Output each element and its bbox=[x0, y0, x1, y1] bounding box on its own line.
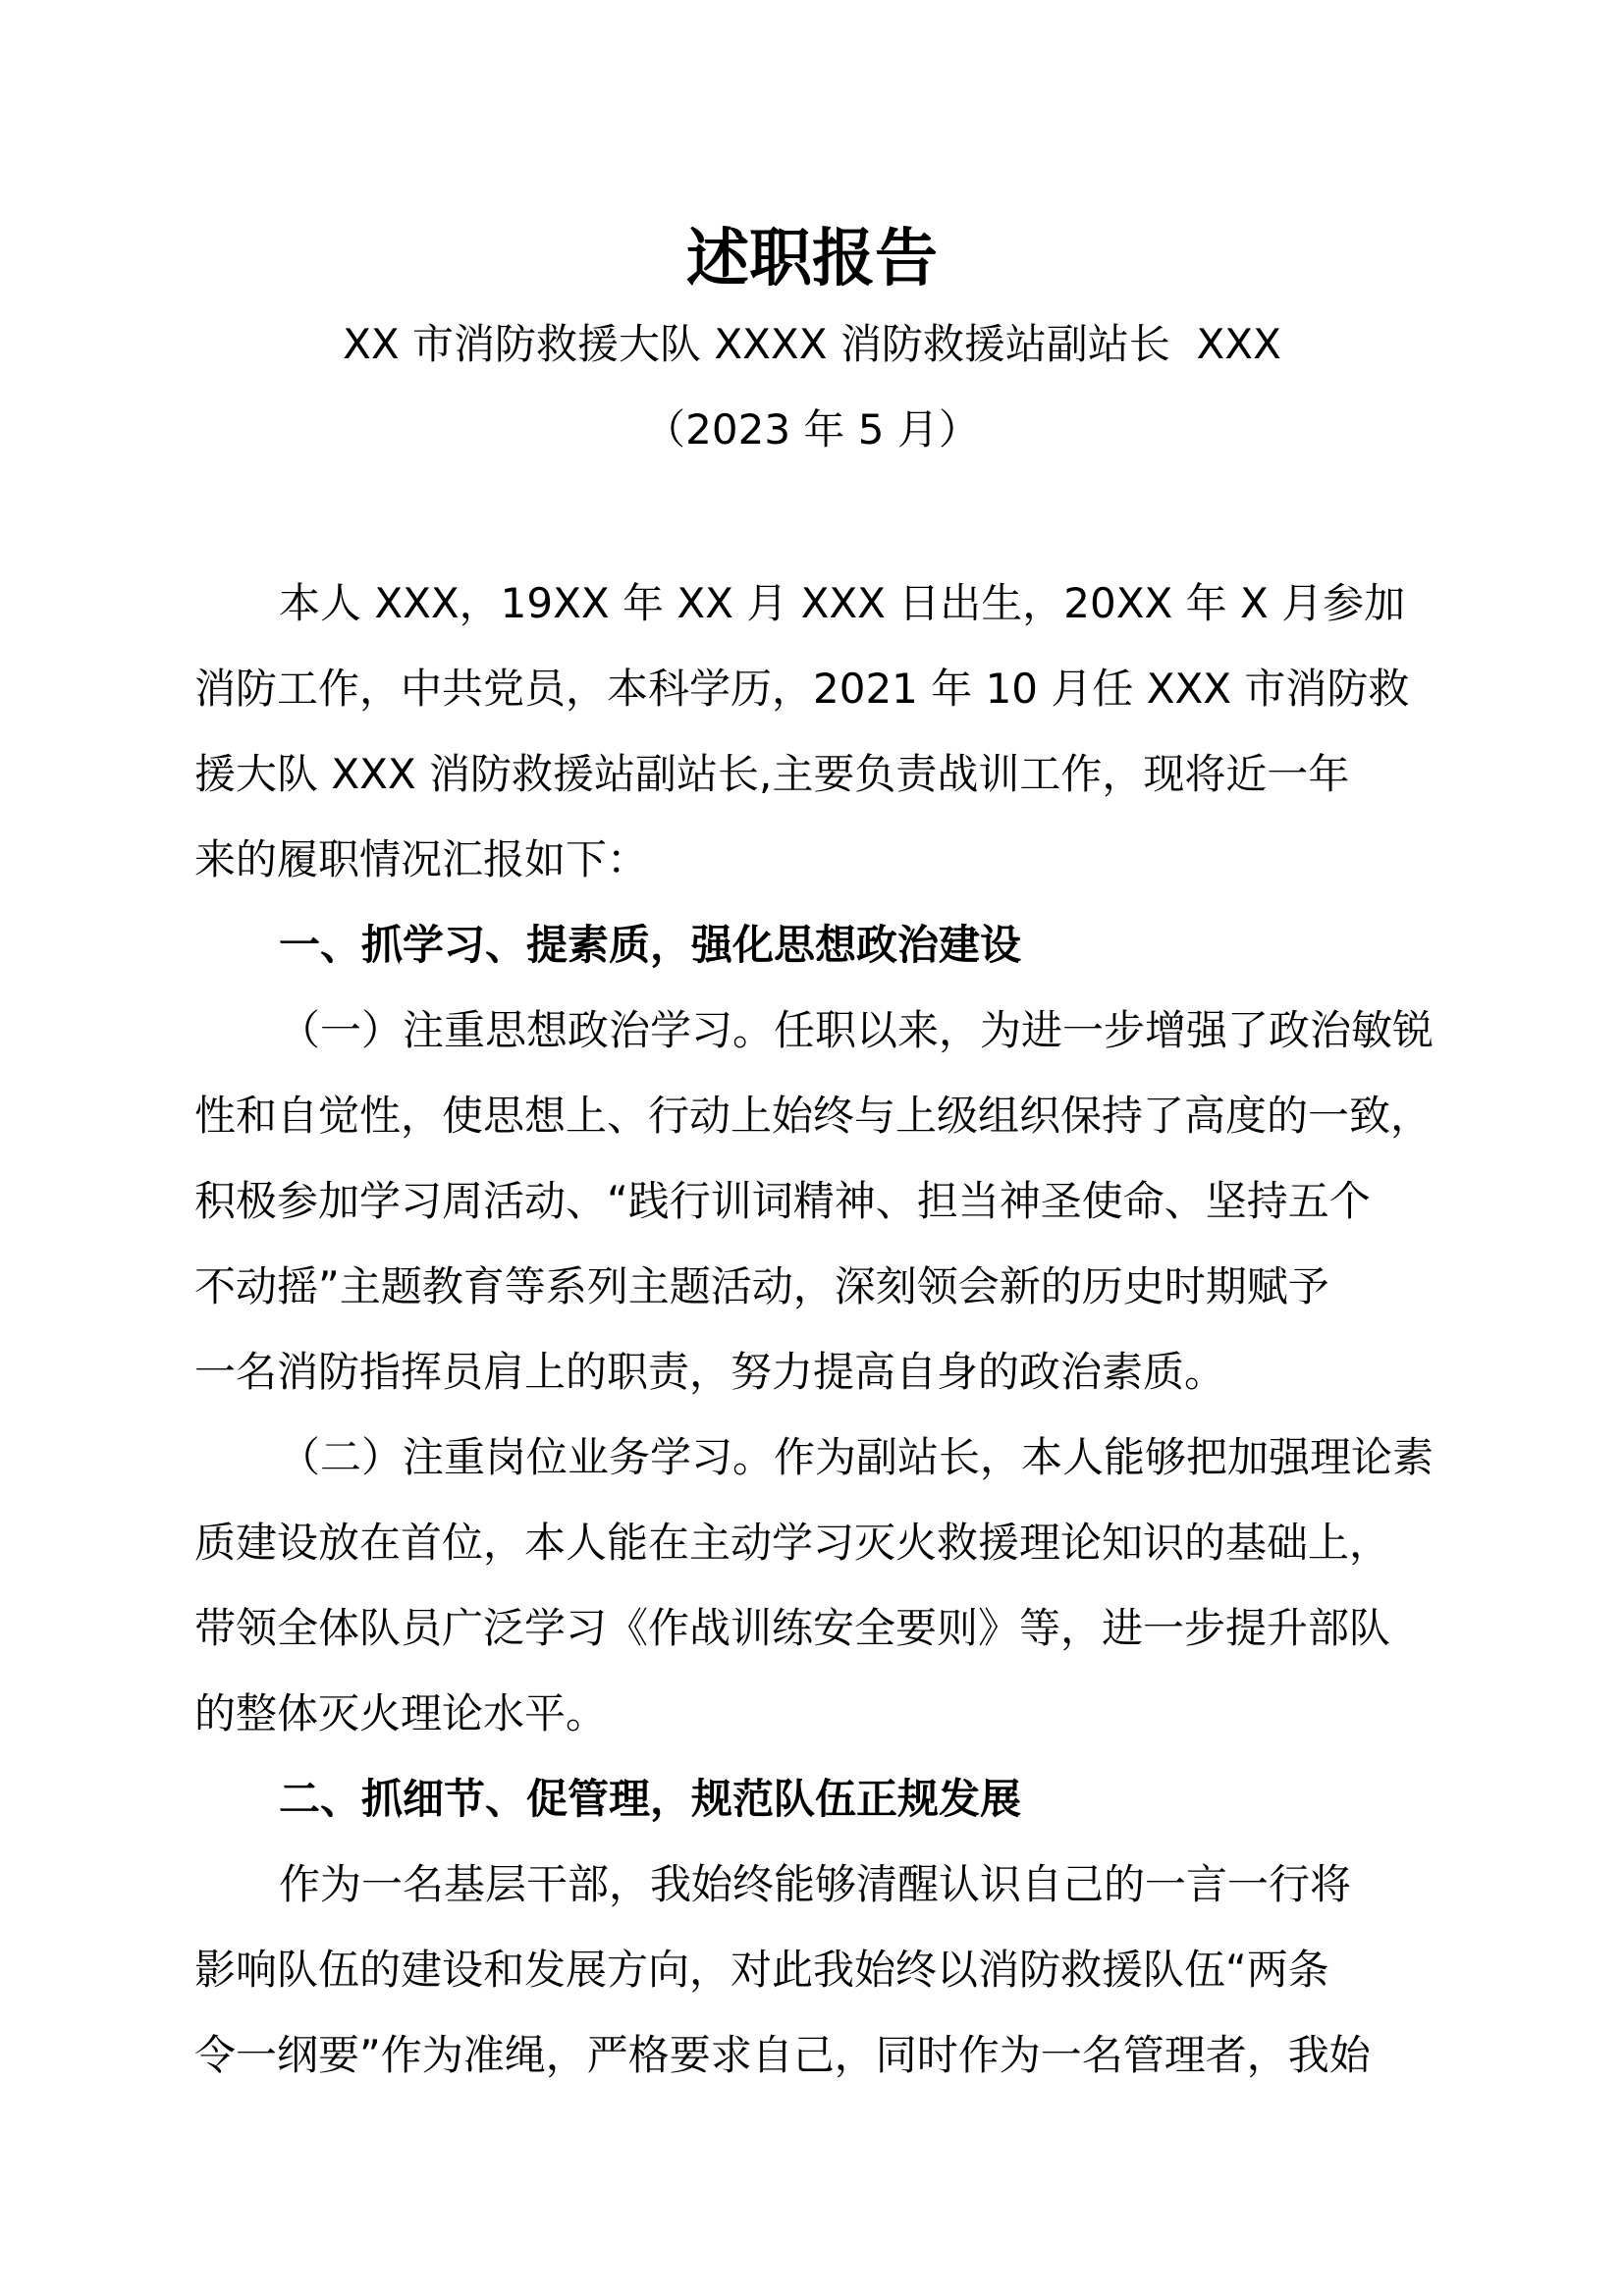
document-date: （2023 年 5 月） bbox=[644, 405, 980, 454]
paragraph-1-1-line: 积极参加学习周活动、“践行训词精神、担当神圣使命、坚持五个 bbox=[194, 1177, 1371, 1225]
paragraph-1-1-line: 性和自觉性，使思想上、行动上始终与上级组织保持了高度的一致， bbox=[194, 1092, 1433, 1140]
paragraph-intro-line: 消防工作，中共党员，本科学历，2021 年 10 月任 XXX 市消防救 bbox=[194, 665, 1410, 713]
paragraph-1-2-line: 带领全体队员广泛学习《作战训练安全要则》等，进一步提升部队 bbox=[194, 1604, 1391, 1652]
paragraph-intro-line: 本人 XXX，19XX 年 XX 月 XXX 日出生，20XX 年 X 月参加 bbox=[279, 579, 1406, 627]
paragraph-1-1-line: 不动摇”主题教育等系列主题活动，深刻领会新的历史时期赋予 bbox=[194, 1262, 1329, 1310]
paragraph-1-2-line: （二）注重岗位业务学习。作为副站长，本人能够把加强理论素 bbox=[279, 1433, 1435, 1481]
document-title: 述职报告 bbox=[686, 223, 938, 295]
paragraph-1-2-line: 质建设放在首位，本人能在主动学习灭火救援理论知识的基础上， bbox=[194, 1519, 1391, 1567]
paragraph-2-line: 作为一名基层干部，我始终能够清醒认识自己的一言一行将 bbox=[279, 1860, 1352, 1908]
section-heading-2: 二、抓细节、促管理，规范队伍正规发展 bbox=[279, 1775, 1022, 1823]
paragraph-intro-line: 来的履职情况汇报如下： bbox=[194, 835, 649, 883]
section-heading-1: 一、抓学习、提素质，强化思想政治建设 bbox=[279, 921, 1022, 969]
paragraph-1-2-line: 的整体灭火理论水平。 bbox=[194, 1689, 608, 1737]
paragraph-intro-line: 援大队 XXX 消防救援站副站长,主要负责战训工作，现将近一年 bbox=[194, 750, 1350, 798]
paragraph-2-line: 影响队伍的建设和发展方向，对此我始终以消防救援队伍“两条 bbox=[194, 1946, 1329, 1994]
paragraph-1-1-line: （一）注重思想政治学习。任职以来，为进一步增强了政治敏锐 bbox=[279, 1006, 1435, 1054]
document-subtitle: XX 市消防救援大队 XXXX 消防救援站副站长 XXX bbox=[343, 320, 1281, 368]
paragraph-2-line: 令一纲要”作为准绳，严格要求自己，同时作为一名管理者，我始 bbox=[194, 2031, 1371, 2079]
paragraph-1-1-line: 一名消防指挥员肩上的职责，努力提高自身的政治素质。 bbox=[194, 1348, 1226, 1396]
